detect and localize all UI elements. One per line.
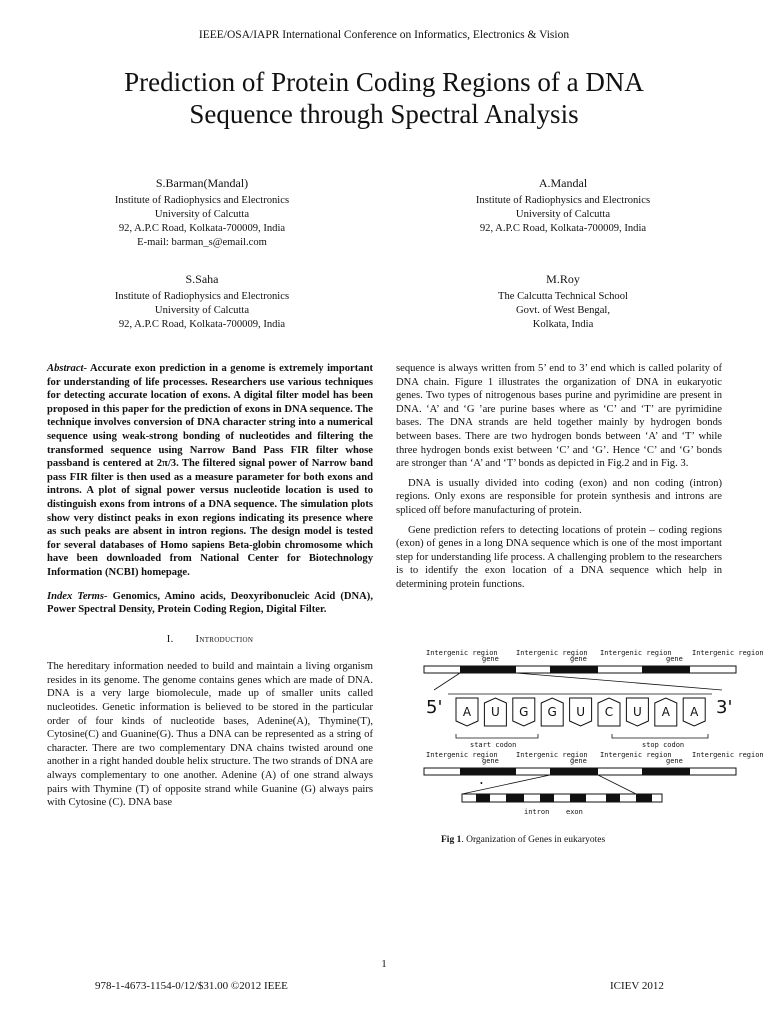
body-paragraph-3: Gene prediction refers to detecting locations of protein – coding regions (exon) of genes in a long DNA sequence which is one of the most important step for understanding life process. A challenging problem to the researchers is to identify the exon location of a DNA sequence which help in determining protein functions. <box>396 524 722 590</box>
fig-exon-intron-strip <box>462 794 662 802</box>
fig-bottom-label: Intergenic region <box>516 751 588 759</box>
fig-base-letter: G <box>519 705 529 719</box>
title-line-2: Sequence through Spectral Analysis <box>189 99 579 129</box>
fig-base-letter: U <box>633 705 642 719</box>
conference-header: IEEE/OSA/IAPR International Conference on Informatics, Electronics & Vision <box>198 29 570 41</box>
fig-top-label: gene <box>666 655 683 663</box>
author-government: Govt. of West Bengal, <box>516 305 610 316</box>
abstract-text: Accurate exon prediction in a genome is extremely important for understanding of life processes. Researchers use various techniques for detecting accurate location of exons. A digital filter model has been proposed in this paper for the prediction of exons in DNA sequence. The technique involves conversion of DNA character string into a numerical sequence using weak-strong bonding of nucleotides and filtering the transformed sequence using Narrow Band Pass FIR filter whose passband is centered at 2π/3. The filtered signal power of Narrow band pass FIR filter is then used as a measure parameter for both exons and introns. A plot of signal power versus nucleotide location is used to distinguish exons from introns of a DNA sequence. The simulation plots show very distinct peaks in exon regions indicating its presence where as such peaks are absent in intron regions. The design model is tested for several databases of Homo sapiens Beta-globin chromosome which have been downloaded from National Center for Biotechnology Information (NCBI) homepage. <box>47 363 373 578</box>
fig-bottom-label: Intergenic region <box>600 751 672 759</box>
author-block-3 <box>37 272 367 332</box>
footer-conference: ICIEV 2012 <box>610 980 664 992</box>
paper-title <box>40 66 728 130</box>
left-column <box>47 362 373 816</box>
intro-paragraph: The hereditary information needed to build and maintain a living organism resides in its genome. The genome contains genes which are made of DNA. DNA is a very large biomolecule, made up of smaller units called nucleotides. Genetic information is believed to be stored in the particular order of four kinds of nucleotide bases, Adenine(A), Thymine(T), Cytosine(C) and Guanine(G). Thus a DNA can be represented as a string of character. There are two complementary DNA chains twisted around one another in a right handed double helix structure. The two strands of DNA are always complementary to one another. Adenine (A) of one strand always pairs with Thymine (T) of opposite strand while Guanine (G) always pairs with Cytosine (C). DNA base <box>47 661 373 809</box>
fig-top-label: gene <box>570 655 587 663</box>
abstract-label: Abstract- <box>47 363 88 374</box>
fig-bottom-bar <box>424 768 736 775</box>
figure-caption-label: Fig 1 <box>441 835 462 845</box>
fig-base-letter: A <box>690 705 699 719</box>
author-address: 92, A.P.C Road, Kolkata-700009, India <box>118 223 286 234</box>
figure-caption <box>441 835 605 845</box>
fig-base-letter: C <box>604 705 614 719</box>
title-line-1: Prediction of Protein Coding Regions of a DNA <box>124 67 644 97</box>
author-name: S.Saha <box>185 272 219 286</box>
author-address: Kolkata, India <box>532 319 594 330</box>
author-block-4 <box>398 272 728 332</box>
fig-base-letter: A <box>661 705 670 719</box>
author-name: A.Mandal <box>538 176 588 190</box>
body-paragraph-1: sequence is always written from 5’ end to 3’ end which is called polarity of DNA chain. Figure 1 illustrates the organization of DNA in eukaryotic genes. Two types of nitrogenous bases purine and pyrimidine are present in DNA. ‘A’ and ‘G ’are purine bases where as ‘C’ and ‘T’ are pyrimidine bases. The DNA strands are held together mainly by hydrogen bonds between bases. There are two hydrogen bonds between ‘A’ and ‘T’ while three hydrogen bonds exist between ‘C’ and ‘G’. Hence ‘C’ and ‘G’ bonds are stronger than ‘A’ and ‘T’ bonds as depicted in Fig.2 and in Fig. 3. <box>396 363 722 470</box>
fig-3-prime: 3' <box>716 697 733 718</box>
fig-base-letter: U <box>576 705 585 719</box>
fig-5-prime: 5' <box>426 697 443 718</box>
fig-base-letter: A <box>462 705 472 719</box>
index-terms-text: Genomics, Amino acids, Deoxyribonucleic Acid (DNA), Power Spectral Density, Protein Coding Region, Digital Filter. <box>47 590 373 616</box>
right-column <box>396 362 722 598</box>
fig-bottom-label: gene <box>570 757 587 765</box>
fig-top-bar <box>424 666 736 673</box>
fig-bottom-label: Intergenic region <box>692 751 764 759</box>
author-affiliation: The Calcutta Technical School <box>498 291 628 302</box>
author-university: University of Calcutta <box>154 305 250 316</box>
fig-base-letter: U <box>491 705 500 719</box>
author-address: 92, A.P.C Road, Kolkata-700009, India <box>118 319 286 330</box>
author-affiliation: Institute of Radiophysics and Electronics <box>114 291 290 302</box>
author-block-2 <box>398 176 728 236</box>
fig-bottom-label: gene <box>482 757 499 765</box>
fig-start-codon-label: start codon <box>470 741 517 749</box>
fig-top-label: Intergenic region <box>426 649 498 657</box>
body-paragraph-2: DNA is usually divided into coding (exon) and non coding (intron) regions. Only exons are responsible for protein synthesis and introns are spliced off before manufacturing of protein. <box>396 477 722 516</box>
fig-top-label: gene <box>482 655 499 663</box>
section-number: I. <box>166 633 174 645</box>
footer-isbn: 978-1-4673-1154-0/12/$31.00 ©2012 IEEE <box>95 980 288 992</box>
author-email[interactable]: E-mail: barman_s@email.com <box>137 237 267 248</box>
author-university: University of Calcutta <box>515 209 611 220</box>
fig-top-label: Intergenic region <box>600 649 672 657</box>
fig-intron-label: intron <box>524 808 550 816</box>
fig-top-label: Intergenic region <box>516 649 588 657</box>
fig-bottom-label: gene <box>666 757 683 765</box>
fig-exon-label: exon <box>566 808 583 816</box>
figure-gene-organization <box>420 646 764 826</box>
figure-caption-text: . Organization of Genes in eukaryotes <box>461 835 606 845</box>
svg-text:•: • <box>480 779 483 788</box>
author-address: 92, A.P.C Road, Kolkata-700009, India <box>479 223 647 234</box>
author-name: S.Barman(Mandal) <box>155 176 249 190</box>
fig-base-letter: G <box>547 705 557 719</box>
section-heading <box>47 633 373 647</box>
section-title: Introduction <box>195 633 254 645</box>
index-terms-label: Index Terms- <box>47 590 108 602</box>
fig-top-label: Intergenic region <box>692 649 764 657</box>
abstract <box>47 362 373 580</box>
fig-stop-codon-label: stop codon <box>642 741 685 749</box>
index-terms <box>47 590 373 617</box>
author-name: M.Roy <box>546 272 580 286</box>
author-university: University of Calcutta <box>154 209 250 220</box>
author-affiliation: Institute of Radiophysics and Electronics <box>114 195 290 206</box>
author-affiliation: Institute of Radiophysics and Electronics <box>475 195 651 206</box>
author-block-1 <box>37 176 367 250</box>
fig-bottom-label: Intergenic region <box>426 751 498 759</box>
fig-base-sequence <box>456 698 705 726</box>
page-number: 1 <box>381 958 387 970</box>
